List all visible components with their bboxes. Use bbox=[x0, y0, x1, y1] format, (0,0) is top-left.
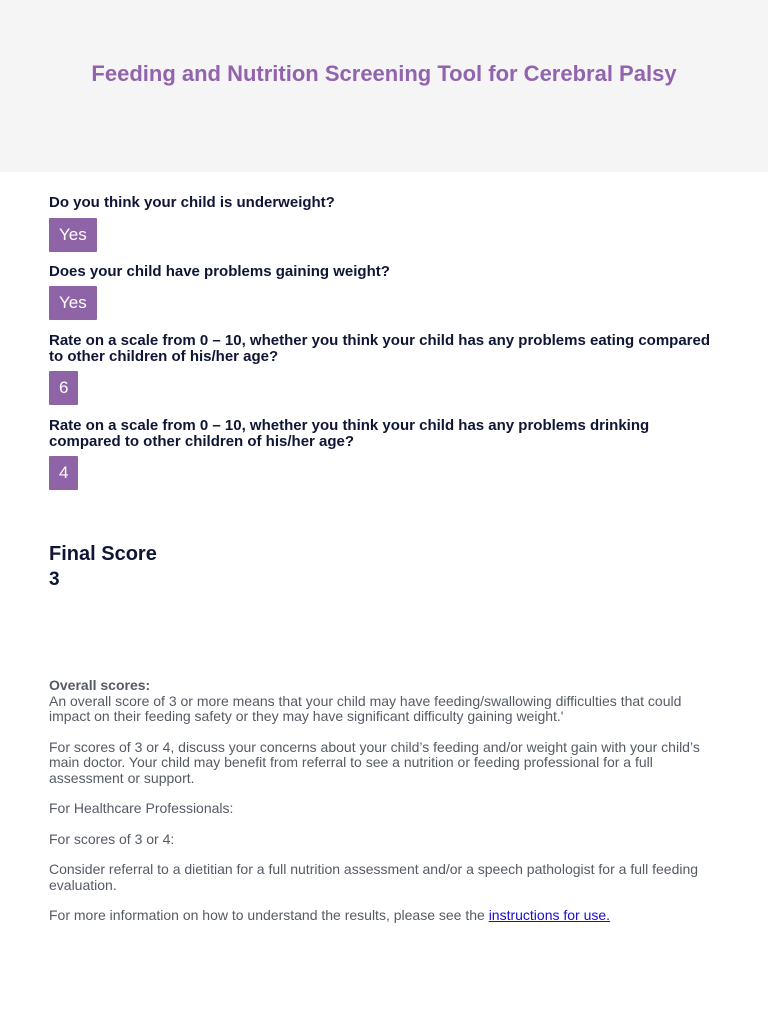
answer-gaining-weight: Yes bbox=[49, 286, 97, 320]
healthcare-professionals-heading: For Healthcare Professionals: bbox=[49, 800, 234, 816]
page-header bbox=[0, 0, 768, 172]
more-information-prefix: For more information on how to understand the results, please see the bbox=[49, 907, 489, 923]
parent-guidance-text: For scores of 3 or 4, discuss your concerns about your child’s feeding and/or weight gain with your child’s main doctor. Your child may benefit from referral to see a nutrition or feeding professional for a full assessment or support. bbox=[49, 738, 700, 786]
final-score-label: Final Score bbox=[49, 543, 157, 565]
answer-eating-scale-container bbox=[49, 371, 721, 405]
question-eating-scale: Rate on a scale from 0 – 10, whether you think your child has any problems eating compared to other children of his/her age? bbox=[49, 332, 711, 365]
overall-scores-heading: Overall scores: bbox=[49, 677, 151, 693]
instructions-for-use-link[interactable]: instructions for use. bbox=[488, 907, 611, 923]
healthcare-scores-heading: For scores of 3 or 4: bbox=[49, 830, 175, 847]
question-drinking-scale: Rate on a scale from 0 – 10, whether you think your child has any problems drinking compared to other children of his/her age? bbox=[49, 417, 650, 450]
healthcare-referral-text: Consider referral to a dietitian for a full nutrition assessment and/or a speech pathologist for a full feeding evaluation. bbox=[49, 861, 699, 893]
question-gaining-weight: Does your child have problems gaining weight? bbox=[49, 263, 390, 280]
answer-underweight-container bbox=[49, 218, 721, 252]
answer-drinking-scale-container bbox=[49, 456, 721, 490]
score-information bbox=[49, 678, 721, 939]
more-information-text bbox=[49, 908, 721, 924]
overall-scores-text: An overall score of 3 or more means that your child may have feeding/swallowing difficulties that could impact on their feeding safety or they may have significant difficulty gaining weight.' bbox=[49, 692, 682, 724]
page-title: Feeding and Nutrition Screening Tool for Cerebral Palsy bbox=[91, 61, 677, 86]
answer-drinking-scale: 4 bbox=[49, 456, 78, 490]
answer-gaining-weight-container bbox=[49, 286, 721, 320]
answer-underweight: Yes bbox=[49, 218, 97, 252]
question-underweight: Do you think your child is underweight? bbox=[49, 194, 335, 211]
answer-eating-scale: 6 bbox=[49, 371, 78, 405]
final-score-value: 3 bbox=[49, 569, 60, 590]
